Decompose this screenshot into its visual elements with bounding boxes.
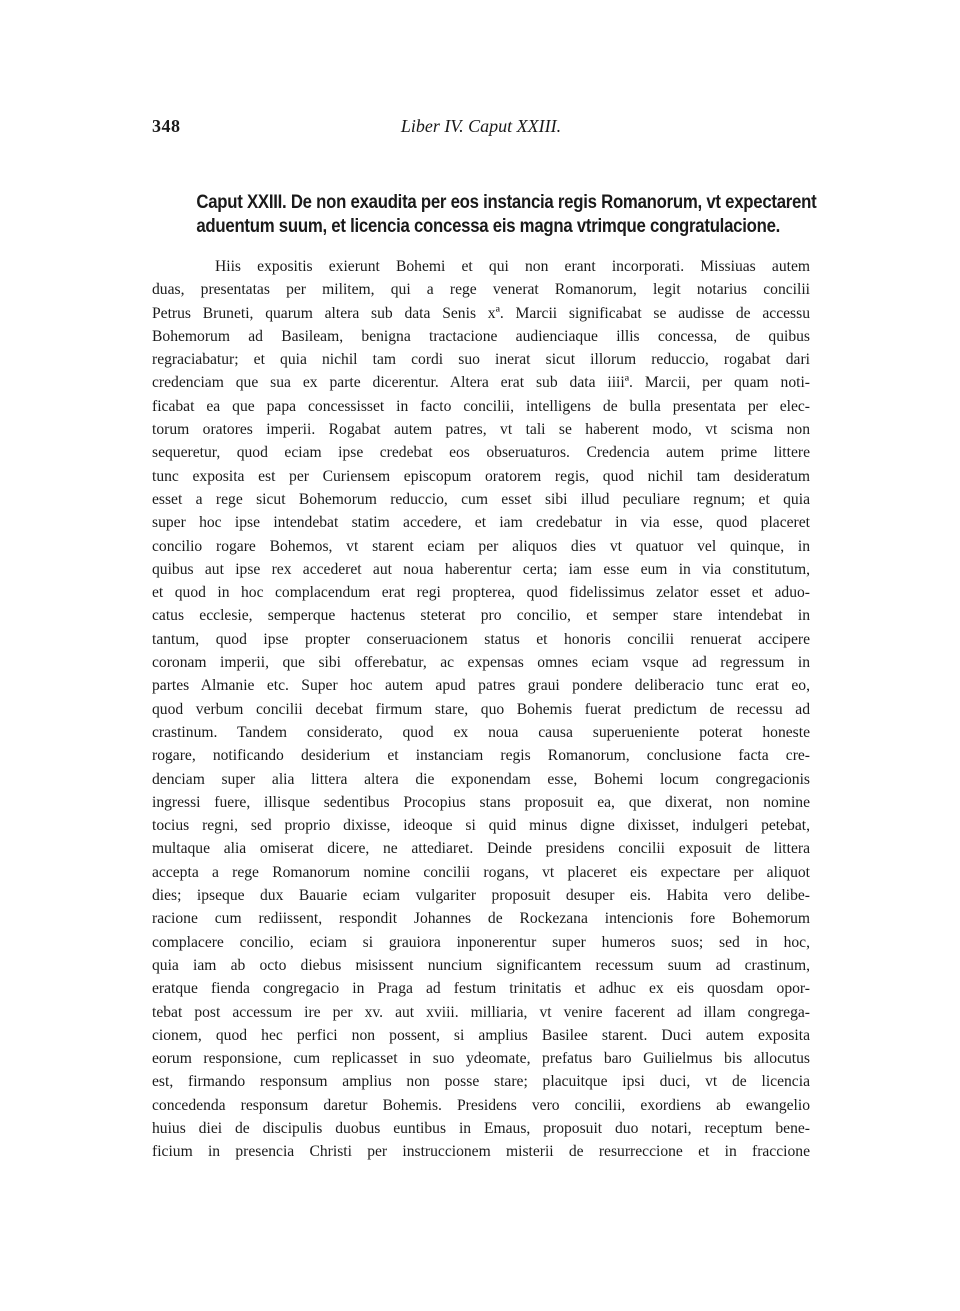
text-line: esset a rege sicut Bohemorum reduccio, cum esset sibi illud peculiare regnum; et quia xyxy=(152,490,810,508)
text-line: racione cum rediissent, respondit Johannes de Rockezana intencionis fore Bohemorum xyxy=(152,910,810,928)
running-head xyxy=(152,116,810,146)
text-line: credenciam que sua ex parte dicerentur. Altera erat sub data iiiiª. Marcii, per quam noti- xyxy=(152,374,810,392)
text-line: Bohemorum ad Basileam, benigna tractacione audienciaque illis concessa, de quibus xyxy=(152,327,810,345)
text-line: dies; ipseque dux Bauarie eciam vulgariter proposuit desuper eis. Habita vero delibe- xyxy=(152,887,810,905)
text-line: crastinum. Tandem considerato, quod ex noua causa superueniente poterat honeste xyxy=(152,723,810,741)
text-line: super hoc ipse intendebat statim accedere, et iam credebatur in via esse, quod placeret xyxy=(152,514,810,532)
text-line: multaque alia omiserat dicere, ne attediaret. Deinde presidens concilii exposuit de littera xyxy=(152,840,810,858)
text-line: tunc exposita est per Curiensem episcopum oratorem regis, quod nichil tam desideratum xyxy=(152,467,810,485)
text-line: torum oratores imperii. Rogabat autem patres, vt tali se haberent modo, vt scisma non xyxy=(152,421,810,439)
text-line: tocius regni, sed proprio dixisse, ideoque si quid minus digne dixisset, indulgeri petebat, xyxy=(152,817,810,835)
chapter-heading-line: aduentum suum, et licencia concessa eis magna vtrimque congratulacione. xyxy=(196,215,781,237)
text-line: concilio rogare Bohemos, vt starent eciam per aliquos dies vt quatuor vel quinque, in xyxy=(152,537,810,555)
text-line: Petrus Bruneti, quarum altera sub data Senis xª. Marcii significabat se audisse de accessu xyxy=(152,304,810,322)
text-line: partes Almanie etc. Super hoc autem apud patres graui pondere deliberacio tunc erat eo, xyxy=(152,677,810,695)
text-line: quibus aut ipse rex accederet aut noua haberentur certa; iam esse eum in via constitutum, xyxy=(152,560,810,578)
text-line: regraciabatur; et quia nichil tam cordi suo inerat sicut illorum reduccio, rogabat dari xyxy=(152,351,810,369)
body-text xyxy=(152,255,810,1164)
text-line: accepta a rege Romanorum nomine concilii rogans, vt placeret eis expectare per aliquot xyxy=(152,863,810,881)
running-title: Liber IV. Caput XXIII. xyxy=(400,116,562,136)
text-line: catus ecclesie, semperque hactenus steterat pro concilio, et semper stare intendebat in xyxy=(152,607,810,625)
text-line: ingressi fuere, illisque sedentibus Procopius stans proposuit ea, que dixerat, non nomine xyxy=(152,793,810,811)
text-line: denciam super alia littera altera die exponendam esse, Bohemi locum congregacionis xyxy=(152,770,810,788)
page-number: 348 xyxy=(152,116,181,136)
text-line: quod verbum concilii decebat firmum stare, quo Bohemis fuerat predictum de recessu ad xyxy=(152,700,810,718)
text-line: rogare, notificando desiderium et instanciam regis Romanorum, conclusione facta cre- xyxy=(152,747,810,765)
text-line: ficium in presencia Christi per instruccionem misterii de resurreccione et in fraccione xyxy=(152,1143,810,1161)
text-line: duas, presentatas per militem, qui a rege venerat Romanorum, legit notarius concilii xyxy=(152,281,810,299)
text-line: eorum responsione, cum replicasset in suo ydeomate, prefatus baro Guilielmus bis allocutus xyxy=(152,1050,810,1068)
text-line: tantum, quod ipse propter conseruacionem status et honoris concilii renuerat accipere xyxy=(152,630,810,648)
text-line: complacere concilio, eciam si grauiora inponerentur super humeros suos; sed in hoc, xyxy=(152,933,810,951)
text-line: tebat post accessum ire per xv. aut xviii. milliaria, vt venire facerent ad illam congrega- xyxy=(152,1003,810,1021)
text-line: concedenda responsum daretur Bohemis. Presidens vero concilii, exordiens ab ewangelio xyxy=(152,1096,810,1114)
text-line: huius diei de discipulis duobus euntibus in Emaus, proposuit duo notari, receptum bene- xyxy=(152,1119,810,1137)
text-line: coronam imperii, que sibi offerebatur, ac expensas omnes eciam vsque ad regressum in xyxy=(152,654,810,672)
text-line: sequeretur, quod eciam ipse credebat eos obseruaturos. Credencia autem prime littere xyxy=(152,444,810,462)
text-line: et quod in hoc complacendum erat regi propterea, quod fidelissimus zelator esset et aduo- xyxy=(152,584,810,602)
chapter-heading-line: Caput XXIII. De non exaudita per eos instancia regis Romanorum, vt expectarent xyxy=(196,191,817,213)
text-line: quia iam ab octo diebus misissent nuncium significantem recessum suum ad crastinum, xyxy=(152,956,810,974)
text-line: Hiis expositis exierunt Bohemi et qui non erant incorporati. Missiuas autem xyxy=(215,258,810,275)
chapter-heading xyxy=(196,190,817,238)
text-line: cionem, quod hec perfici non possent, si amplius Basilee starent. Duci autem exposita xyxy=(152,1026,810,1044)
text-line: eratque fienda congregacio in Praga ad festum trinitatis et adhuc ex eis quosdam opor- xyxy=(152,980,810,998)
text-line: est, firmando responsum amplius non posse stare; placuitque ipsi duci, vt de licencia xyxy=(152,1073,810,1091)
text-line: ficabat ea que papa concessisset in facto concilii, intelligens de bulla presentata per elec- xyxy=(152,397,810,415)
